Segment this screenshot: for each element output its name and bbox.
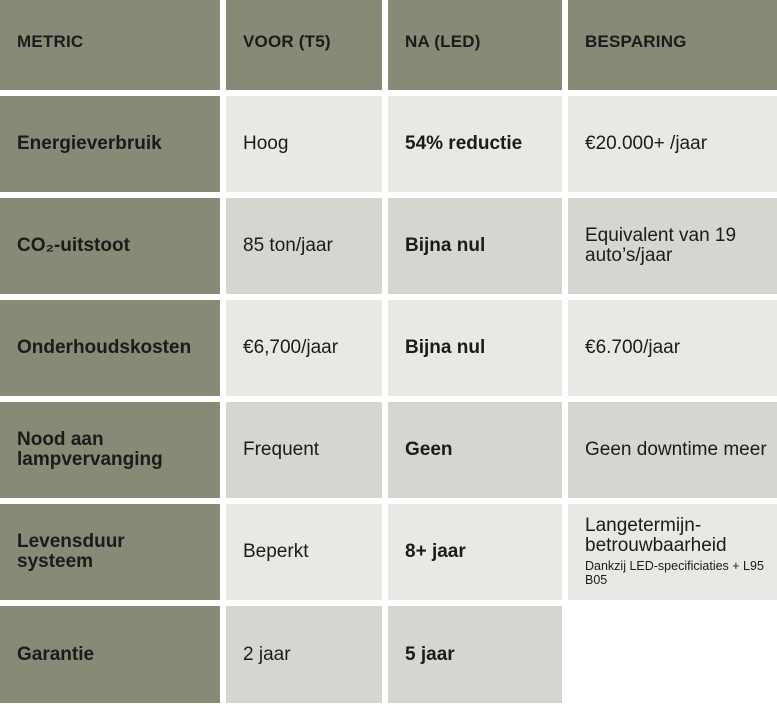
na-cell: Bijna nul (388, 300, 562, 396)
voor-cell: Beperkt (226, 504, 382, 600)
metric-cell: CO₂-uitstoot (0, 198, 220, 294)
besparing-cell (568, 402, 777, 498)
besparing-note: Dankzij LED-specificiaties + L95 B05 (585, 559, 764, 587)
besparing-text: €20.000+ /jaar (585, 133, 708, 155)
voor-cell: 85 ton/jaar (226, 198, 382, 294)
header-na: NA (LED) (388, 0, 562, 90)
besparing-cell (568, 198, 777, 294)
besparing-text: Equivalent van 19 auto’s/jaar (585, 225, 737, 266)
na-cell: 54% reductie (388, 96, 562, 192)
besparing-cell (568, 300, 777, 396)
header-metric: METRIC (0, 0, 220, 90)
besparing-cell-empty (568, 606, 777, 703)
besparing-text: Langetermijn-betrouwbaarheid (585, 515, 727, 557)
na-cell: 8+ jaar (388, 504, 562, 600)
metric-cell: Levensduur systeem (0, 504, 220, 600)
voor-cell: €6,700/jaar (226, 300, 382, 396)
besparing-cell (568, 96, 777, 192)
voor-cell: 2 jaar (226, 606, 382, 703)
voor-cell: Hoog (226, 96, 382, 192)
metric-cell: Nood aan lampvervanging (0, 402, 220, 498)
metric-cell: Garantie (0, 606, 220, 703)
metric-cell: Energieverbruik (0, 96, 220, 192)
na-cell: 5 jaar (388, 606, 562, 703)
voor-cell: Frequent (226, 402, 382, 498)
metric-cell: Onderhoudskosten (0, 300, 220, 396)
header-voor: VOOR (T5) (226, 0, 382, 90)
na-cell: Bijna nul (388, 198, 562, 294)
header-besparing: BESPARING (568, 0, 777, 90)
besparing-text: Geen downtime meer (585, 439, 767, 461)
besparing-cell (568, 504, 777, 600)
na-cell: Geen (388, 402, 562, 498)
besparing-text: €6.700/jaar (585, 337, 681, 359)
